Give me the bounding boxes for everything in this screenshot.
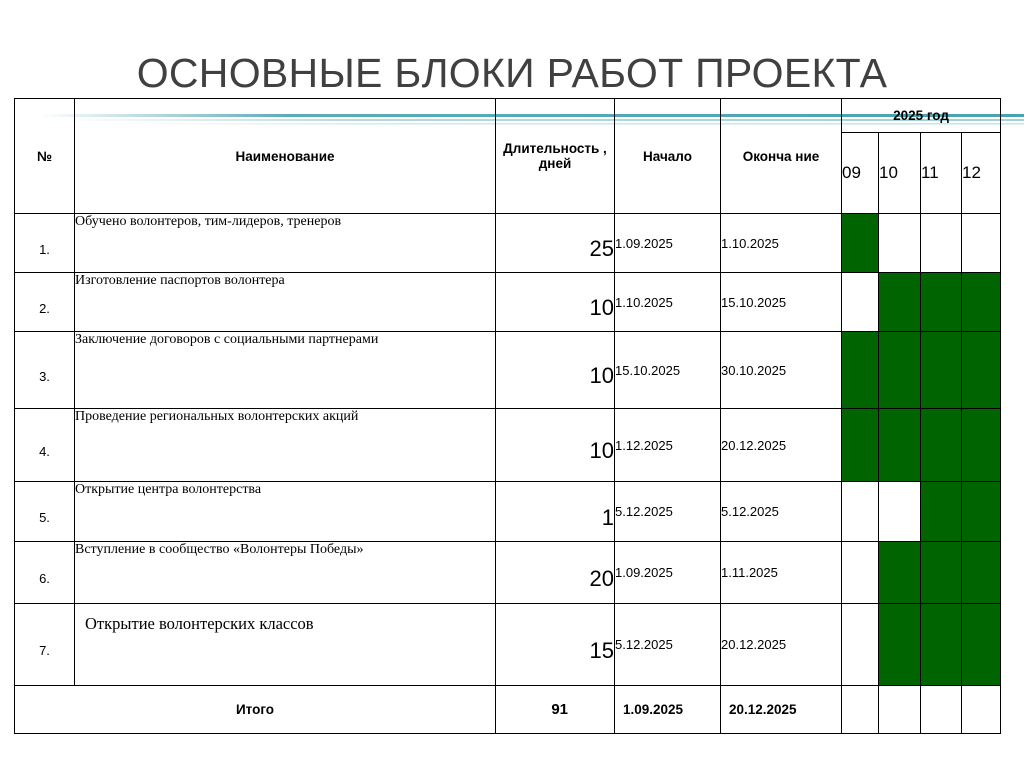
gantt-cell-filled bbox=[962, 273, 1001, 332]
task-duration bbox=[496, 482, 615, 542]
gantt-cell bbox=[879, 214, 921, 273]
row-number bbox=[15, 332, 75, 409]
task-start: 1.09.2025 bbox=[615, 214, 721, 273]
header-month: 11 bbox=[921, 133, 962, 214]
task-end: 1.11.2025 bbox=[721, 542, 842, 604]
table-row bbox=[15, 332, 1001, 409]
row-number-text: 2. bbox=[39, 300, 50, 316]
gantt-cell-filled bbox=[962, 332, 1001, 409]
task-start: 1.10.2025 bbox=[615, 273, 721, 332]
gantt-cell bbox=[962, 686, 1001, 734]
row-number bbox=[15, 214, 75, 273]
task-end: 20.12.2025 bbox=[721, 409, 842, 482]
gantt-cell bbox=[842, 542, 879, 604]
row-number bbox=[15, 409, 75, 482]
gantt-cell-filled bbox=[879, 409, 921, 482]
task-duration-text: 20 bbox=[589, 565, 614, 591]
task-start: 5.12.2025 bbox=[615, 482, 721, 542]
gantt-cell-filled bbox=[962, 542, 1001, 604]
total-duration: 91 bbox=[496, 686, 615, 734]
row-number-text: 1. bbox=[39, 241, 50, 257]
gantt-cell-filled bbox=[962, 482, 1001, 542]
gantt-cell-filled bbox=[921, 542, 962, 604]
task-start: 1.12.2025 bbox=[615, 409, 721, 482]
task-duration bbox=[496, 604, 615, 686]
header-num: № bbox=[15, 99, 75, 214]
gantt-cell-filled bbox=[921, 273, 962, 332]
task-end: 15.10.2025 bbox=[721, 273, 842, 332]
gantt-cell-filled bbox=[962, 409, 1001, 482]
task-name: Обучено волонтеров, тим-лидеров, тренеров bbox=[75, 214, 496, 273]
task-duration-text: 15 bbox=[589, 637, 614, 663]
total-start: 1.09.2025 bbox=[615, 686, 721, 734]
gantt-cell-filled bbox=[842, 332, 879, 409]
table-row bbox=[15, 409, 1001, 482]
gantt-cell bbox=[842, 482, 879, 542]
task-duration-text: 10 bbox=[589, 295, 614, 320]
task-end: 1.10.2025 bbox=[721, 214, 842, 273]
header-year: 2025 год bbox=[842, 99, 1001, 133]
task-duration bbox=[496, 409, 615, 482]
task-name: Проведение региональных волонтерских акций bbox=[75, 409, 496, 482]
task-end: 30.10.2025 bbox=[721, 332, 842, 409]
gantt-cell-filled bbox=[842, 214, 879, 273]
gantt-cell bbox=[921, 214, 962, 273]
task-start: 1.09.2025 bbox=[615, 542, 721, 604]
row-number-text: 3. bbox=[39, 368, 50, 384]
gantt-cell bbox=[842, 273, 879, 332]
header-duration: Длительность , дней bbox=[496, 99, 615, 214]
gantt-cell-filled bbox=[842, 409, 879, 482]
header-month: 12 bbox=[962, 133, 1001, 214]
task-name: Вступление в сообщество «Волонтеры Победы» bbox=[75, 542, 496, 604]
row-number bbox=[15, 273, 75, 332]
gantt-cell-filled bbox=[921, 332, 962, 409]
task-end: 20.12.2025 bbox=[721, 604, 842, 686]
task-duration-text: 10 bbox=[589, 363, 614, 388]
task-duration-text: 25 bbox=[589, 236, 614, 261]
header-end: Оконча ние bbox=[721, 99, 842, 214]
gantt-cell-filled bbox=[921, 482, 962, 542]
row-number-text: 6. bbox=[39, 571, 50, 586]
project-plan-table bbox=[14, 98, 1001, 734]
table-row bbox=[15, 273, 1001, 332]
page-title: ОСНОВНЫЕ БЛОКИ РАБОТ ПРОЕКТА bbox=[136, 50, 888, 96]
gantt-cell bbox=[962, 214, 1001, 273]
gantt-cell-filled bbox=[921, 409, 962, 482]
row-number-text: 5. bbox=[39, 510, 50, 525]
task-name: Изготовление паспортов волонтера bbox=[75, 273, 496, 332]
table-row bbox=[15, 604, 1001, 686]
gantt-cell-filled bbox=[879, 332, 921, 409]
task-duration bbox=[496, 214, 615, 273]
table-row bbox=[15, 482, 1001, 542]
task-start: 5.12.2025 bbox=[615, 604, 721, 686]
gantt-cell-filled bbox=[879, 604, 921, 686]
gantt-cell-filled bbox=[879, 542, 921, 604]
header-month: 09 bbox=[842, 133, 879, 214]
gantt-cell-filled bbox=[921, 604, 962, 686]
task-end: 5.12.2025 bbox=[721, 482, 842, 542]
task-duration-text: 1 bbox=[601, 504, 614, 530]
row-number bbox=[15, 604, 75, 686]
row-number bbox=[15, 542, 75, 604]
task-name: Заключение договоров с социальными партнерами bbox=[75, 332, 496, 409]
total-end: 20.12.2025 bbox=[721, 686, 842, 734]
task-name: Открытие волонтерских классов bbox=[75, 604, 496, 686]
task-duration bbox=[496, 273, 615, 332]
row-number bbox=[15, 482, 75, 542]
task-name: Открытие центра волонтерства bbox=[75, 482, 496, 542]
gantt-cell bbox=[842, 604, 879, 686]
task-duration bbox=[496, 542, 615, 604]
gantt-cell bbox=[921, 686, 962, 734]
header-start: Начало bbox=[615, 99, 721, 214]
task-duration bbox=[496, 332, 615, 409]
gantt-cell bbox=[879, 482, 921, 542]
task-duration-text: 10 bbox=[589, 438, 614, 463]
total-row bbox=[15, 686, 1001, 734]
gantt-cell bbox=[879, 686, 921, 734]
gantt-cell-filled bbox=[879, 273, 921, 332]
header-month: 10 bbox=[879, 133, 921, 214]
header-name: Наименование bbox=[75, 99, 496, 214]
total-label: Итого bbox=[15, 686, 496, 734]
task-start: 15.10.2025 bbox=[615, 332, 721, 409]
row-number-text: 4. bbox=[39, 443, 50, 459]
table-row bbox=[15, 214, 1001, 273]
table-row bbox=[15, 542, 1001, 604]
gantt-cell-filled bbox=[962, 604, 1001, 686]
gantt-cell bbox=[842, 686, 879, 734]
row-number-text: 7. bbox=[39, 643, 50, 658]
